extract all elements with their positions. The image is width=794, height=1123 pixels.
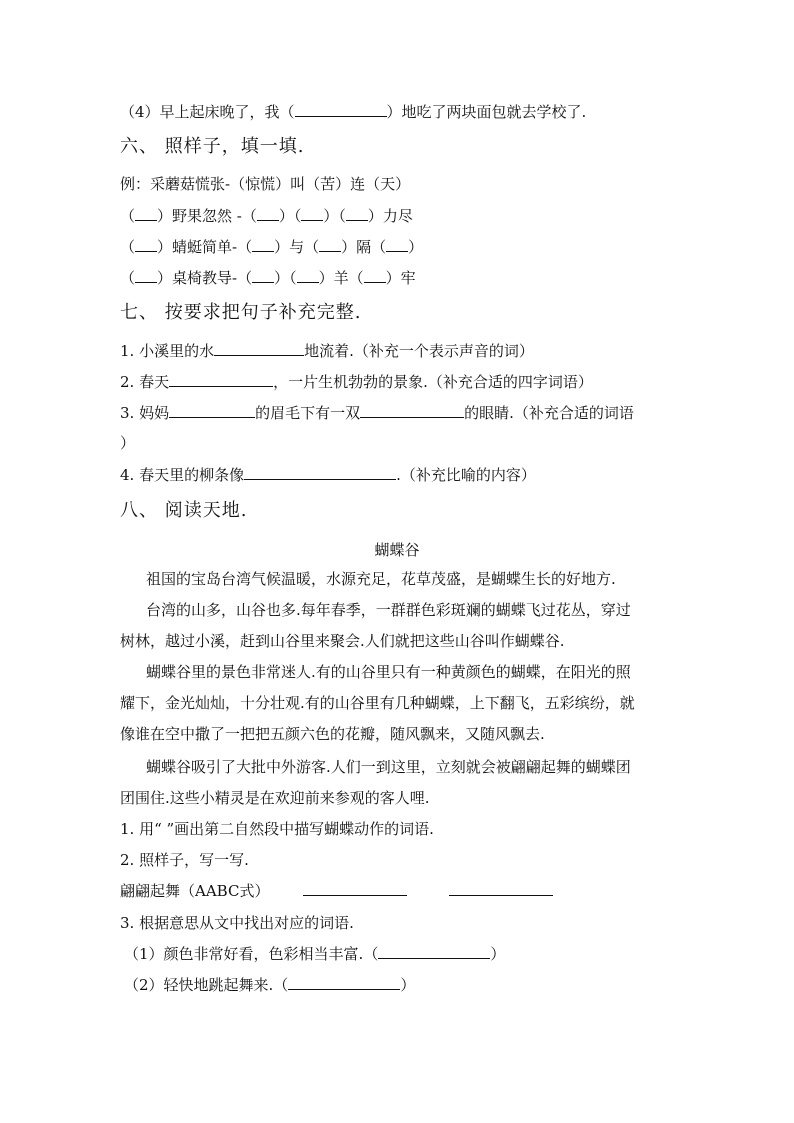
row-text: ）（	[323, 207, 346, 225]
row-text: ）（	[274, 269, 297, 287]
passage-paragraph-4-line-1: 蝴蝶谷吸引了大批中外游客.人们一到这里，立刻就会被翩翩起舞的蝴蝶团	[146, 758, 631, 776]
row-text: （	[120, 207, 136, 225]
answer-blank[interactable]	[303, 880, 407, 896]
row-text: （	[120, 269, 136, 287]
section-7-sentence-3	[120, 402, 634, 424]
passage-paragraph-2-line-1: 台湾的山多，山谷也多.每年春季，一群群色彩斑斓的蝴蝶飞过花丛，穿过	[146, 601, 631, 619]
row-text: ）与（	[274, 238, 320, 256]
question-text: ）	[490, 945, 506, 963]
passage-paragraph-3-line-3: 像谁在空中撒了一把把五颜六色的花瓣，随风飘来，又随风飘去.	[120, 725, 545, 743]
reading-question-2: 2. 照样子，写一写.	[120, 851, 249, 869]
section-7-sentence-3-wrap: ）	[120, 434, 136, 452]
answer-blank[interactable]	[252, 267, 274, 283]
question-4-text-b: ）地吃了两块面包就去学校了.	[386, 103, 587, 121]
reading-question-2-example	[120, 880, 553, 902]
passage-paragraph-4-line-2: 团围住.这些小精灵是在欢迎前来参观的客人哩.	[120, 789, 430, 807]
answer-blank[interactable]	[360, 402, 464, 418]
section-7-heading: 七、 按要求把句子补充完整.	[120, 302, 362, 323]
answer-blank[interactable]	[252, 236, 274, 252]
reading-question-3-1	[124, 943, 505, 965]
section-7-sentence-2	[120, 371, 593, 393]
section-6-row-3	[120, 267, 416, 289]
section-8-heading: 八、 阅读天地.	[120, 500, 248, 521]
answer-blank[interactable]	[288, 974, 400, 990]
answer-blank[interactable]	[135, 236, 157, 252]
row-text: （	[120, 238, 136, 256]
answer-blank[interactable]	[386, 236, 408, 252]
section-7-sentence-1	[120, 340, 534, 362]
answer-blank[interactable]	[346, 205, 368, 221]
sentence-text: 4. 春天里的柳条像	[120, 466, 245, 484]
sentence-text: 的眉毛下有一双	[255, 404, 361, 422]
sentence-text: 2. 春天	[120, 373, 170, 391]
answer-blank[interactable]	[257, 205, 279, 221]
sentence-text: 3. 妈妈	[120, 404, 170, 422]
passage-paragraph-2-line-2: 树林，越过小溪，赶到山谷里来聚会.人们就把这些山谷叫作蝴蝶谷.	[120, 632, 565, 650]
reading-question-3: 3. 根据意思从文中找出对应的词语.	[120, 914, 354, 932]
row-text: ）隔（	[341, 238, 387, 256]
answer-blank[interactable]	[301, 205, 323, 221]
section-6-example: 例：采蘑菇慌张-（惊慌）叫（苦）连（天）	[120, 175, 411, 193]
answer-blank[interactable]	[169, 371, 273, 387]
question-4-line	[120, 101, 586, 123]
answer-blank[interactable]	[214, 340, 304, 356]
answer-blank[interactable]	[297, 267, 319, 283]
passage-title: 蝴蝶谷	[374, 541, 420, 559]
row-text: ）牢	[385, 269, 416, 287]
question-text: （1）颜色非常好看，色彩相当丰富.（	[124, 945, 379, 963]
row-text: ）	[408, 238, 424, 256]
answer-blank[interactable]	[295, 101, 387, 117]
sentence-text: .（补充比喻的内容）	[396, 466, 536, 484]
reading-question-3-2	[124, 974, 415, 996]
section-7-sentence-4	[120, 464, 536, 486]
answer-blank[interactable]	[135, 205, 157, 221]
answer-blank[interactable]	[135, 267, 157, 283]
row-text: ）野果忽然 -（	[157, 207, 257, 225]
answer-blank[interactable]	[378, 943, 490, 959]
row-text: ）桌椅教导-（	[157, 269, 253, 287]
section-6-row-2	[120, 236, 423, 258]
sentence-text: 地流着.（补充一个表示声音的词）	[304, 342, 534, 360]
sentence-text: ，一片生机勃勃的景象.（补充合适的四字词语）	[273, 373, 593, 391]
answer-blank[interactable]	[364, 267, 386, 283]
passage-paragraph-1: 祖国的宝岛台湾气候温暖，水源充足，花草茂盛，是蝴蝶生长的好地方.	[146, 570, 616, 588]
section-6-heading: 六、 照样子，填一填.	[120, 136, 305, 157]
answer-blank[interactable]	[244, 464, 396, 480]
answer-blank[interactable]	[169, 402, 255, 418]
section-6-row-1	[120, 205, 413, 227]
answer-blank[interactable]	[449, 880, 553, 896]
question-4-text-a: （4）早上起床晚了，我（	[120, 103, 295, 121]
row-text: ）力尽	[367, 207, 413, 225]
reading-question-1: 1. 用“ ”画出第二自然段中描写蝴蝶动作的词语.	[120, 820, 434, 838]
passage-paragraph-3-line-2: 耀下，金光灿灿，十分壮观.有的山谷里有几种蝴蝶，上下翻飞，五彩缤纷，就	[120, 694, 635, 712]
answer-blank[interactable]	[319, 236, 341, 252]
question-text: ）	[400, 976, 416, 994]
row-text: ）蜻蜓简单-（	[157, 238, 253, 256]
row-text: ）（	[278, 207, 302, 225]
question-text: （2）轻快地跳起舞来.（	[124, 976, 289, 994]
sentence-text: 的眼睛.（补充合适的词语	[464, 404, 634, 422]
row-text: ）羊（	[318, 269, 364, 287]
passage-paragraph-3-line-1: 蝴蝶谷里的景色非常迷人.有的山谷里只有一种黄颜色的蝴蝶，在阳光的照	[146, 663, 631, 681]
sentence-text: 1. 小溪里的水	[120, 342, 215, 360]
example-word: 翩翩起舞（AABC式）	[120, 882, 270, 900]
